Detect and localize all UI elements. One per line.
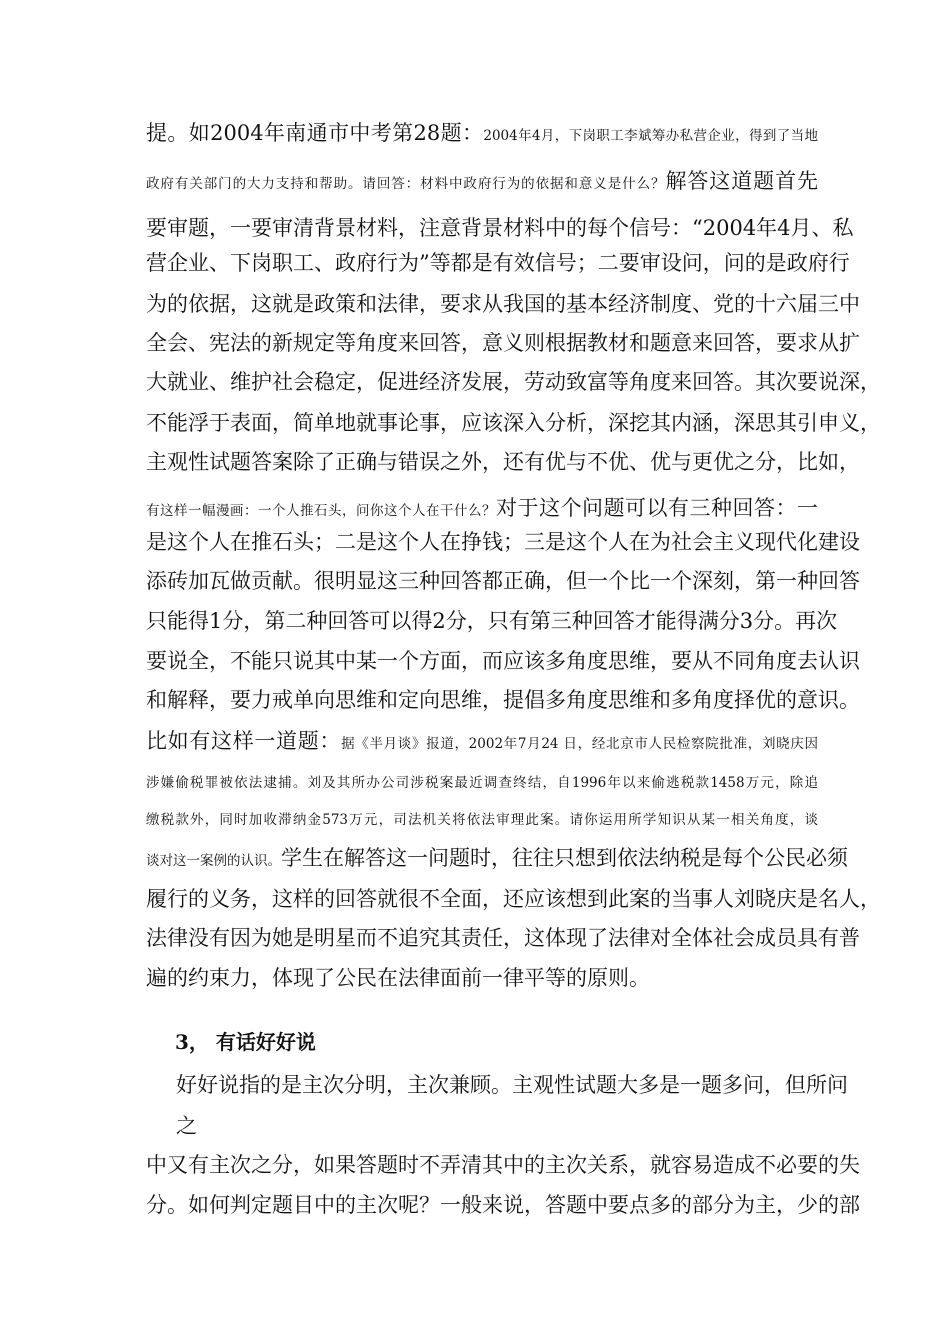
section-heading: 3， 有话好好说: [175, 1030, 316, 1054]
paragraph-line-4: 分。如何判定题目中的主次呢？一般来说，答题中要点多的部分为主，少的部: [146, 1193, 860, 1217]
text-line-22: 遍的约束力，体现了公民在法律面前一律平等的原则。: [146, 966, 650, 990]
text-line-19: 谈对这一案例的认识。学生在解答这一问题时，往往只想到依法纳税是每个公民必须: [146, 846, 848, 870]
paragraph-line-2: 之: [176, 1114, 197, 1138]
text-line-11: 是这个人在推石头；二是这个人在挣钱；三是这个人在为社会主义现代化建设: [146, 530, 860, 554]
text-line-10: 有这样一幅漫画：一个人推石头，问你这个人在干什么？对于这个问题可以有三种回答：一: [146, 496, 818, 520]
text-line-21: 法律没有因为她是明星而不追究其责任，这体现了法律对全体社会成员具有普: [146, 926, 860, 950]
text-line-3: 要审题，一要审清背景材料，注意背景材料中的每个信号：“2004年4月、私: [146, 216, 854, 240]
text-line-4: 营企业、下岗职工、政府行为”等都是有效信号；二要审设问，问的是政府行: [146, 251, 850, 275]
text-line-6: 全会、宪法的新规定等角度来回答，意义则根据教材和题意来回答，要求从扩: [146, 331, 860, 355]
text-line-8: 不能浮于表面，简单地就事论事，应该深入分析，深挖其内涵，深思其引申义，: [146, 411, 881, 435]
text-line-14: 要说全，不能只说其中某一个方面，而应该多角度思维，要从不同角度去认识: [146, 649, 860, 673]
text-line-16: 比如有这样一道题：据《半月谈》报道，2002年7月24 日，经北京市人民检察院批准，刘晓庆因: [146, 729, 818, 753]
text-line-13: 只能得1分，第二种回答可以得2分，只有第三种回答才能得满分3分。再次: [146, 609, 838, 633]
text-line-17: 涉嫌偷税罪被依法逮捕。刘及其所办公司涉税案最近调查终结，自1996年以来偷逃税款1458万元，除追: [146, 775, 818, 791]
text-line-7: 大就业、维护社会稳定，促进经济发展，劳动致富等角度来回答。其次要说深，: [146, 370, 881, 394]
text-line-18: 缴税款外，同时加收滞纳金573万元，司法机关将依法审理此案。请你运用所学知识从某一相关角度，谈: [146, 812, 818, 828]
text-line-5: 为的依据，这就是政策和法律，要求从我国的基本经济制度、党的十六届三中: [146, 292, 860, 316]
text-line-9: 主观性试题答案除了正确与错误之外，还有优与不优、优与更优之分，比如，: [146, 450, 860, 474]
text-line-1: 提。如2004年南通市中考第28题：2004年4月，下岗职工李斌筹办私营企业，得到了当地: [146, 121, 818, 145]
paragraph-line-1: 好好说指的是主次分明，主次兼顾。主观性试题大多是一题多问，但所问: [176, 1073, 848, 1097]
text-line-2: 政府有关部门的大力支持和帮助。请回答：材料中政府行为的依据和意义是什么？解答这道题首先: [146, 169, 819, 193]
paragraph-line-3: 中又有主次之分，如果答题时不弄清其中的主次关系，就容易造成不必要的失: [146, 1153, 860, 1177]
text-line-12: 添砖加瓦做贡献。很明显这三种回答都正确，但一个比一个深刻，第一种回答: [146, 569, 860, 593]
text-line-15: 和解释，要力戒单向思维和定向思维，提倡多角度思维和多角度择优的意识。: [146, 688, 860, 712]
text-line-20: 履行的义务，这样的回答就很不全面，还应该想到此案的当事人刘晓庆是名人，: [146, 887, 881, 911]
